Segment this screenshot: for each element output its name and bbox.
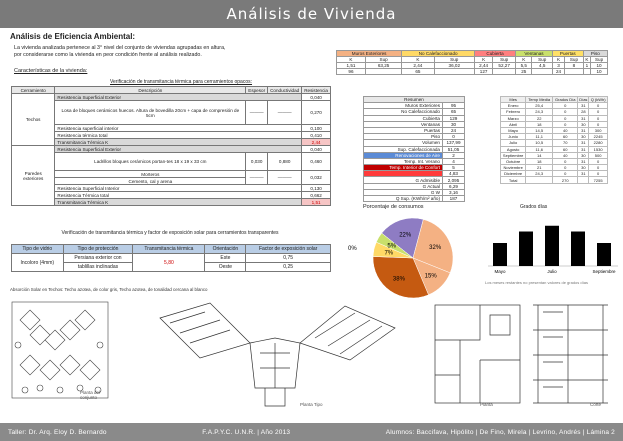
t3-cell: 127 [475,69,493,75]
t2-proteccion-1: Persiana exterior con [63,254,133,263]
pie-caption: Porcentaje de consumos [363,204,424,210]
t3-cell: 24 [552,69,564,75]
pared-rse-label: Resistencia Superficial Exterior [55,146,302,153]
t4-value: 187 [443,196,465,202]
footer-right: Alumnos: Baccifava, Hipólito | De Fino, Mirela | Levrino, Andrés | Lámina 2 [385,428,615,436]
t4-label: Temp. Interior de Confort [364,165,443,171]
t5-cell: 24,3 [526,109,553,115]
t4-row [364,196,465,202]
t5-cell: Abril [501,121,526,127]
t5-header: Días [579,97,588,103]
opaque-enclosure-table [11,86,331,206]
t5-cell: 40 [553,127,578,133]
t5-cell: Noviembre [501,165,526,171]
t4-value: 5 [443,165,465,171]
t3-header: Piso [583,51,607,57]
t5-cell: 28 [578,109,589,115]
t5-header: Grados Día [553,97,578,103]
t3-cell: 1,51 [337,63,366,69]
t2-transmitancia: 5,80 [133,254,205,272]
t3-cell: 3 [552,63,564,69]
t5-cell: 70 [553,140,578,146]
characteristics-label: Características de la vivienda: [14,68,88,74]
t3-cell: 4,5 [532,63,552,69]
pared-k: 1,51 [302,199,331,206]
t4-label: No Calefaccionado [364,109,443,115]
bar-tick-label: Mayo [494,269,506,274]
t4-value: 6,29 [443,183,465,189]
t5-cell: 0 [589,171,608,177]
t2-proteccion-2: tablillas inclinadas [63,263,133,272]
t5-cell: 18 [526,121,553,127]
bar [597,243,611,266]
t4-value: 2 [443,152,465,158]
t4-value: 129 [443,115,465,121]
t2-factor: 0,75 [246,254,331,263]
t4-value: 95 [443,103,465,109]
pared-rse: 0,040 [302,146,331,153]
t5-cell: 21 [526,165,553,171]
bar [493,243,507,266]
bar-caption: Grados días [520,204,548,210]
absorption-note: Absorción Solar en Techos: Techo azotea, de color gris, Techo azotea, de tonalidad cercana al blanco [10,287,208,292]
t3-header: Ventanas [516,51,553,57]
t3-cell: 63,25 [365,63,401,69]
t3-cell [565,69,583,75]
footer-left: Taller: Dr. Arq. Eloy D. Bernardo [8,428,107,436]
t5-header: Temp Media [526,97,553,103]
t5-cell: 7255 [589,177,608,183]
techo-cond: ——— [268,101,302,125]
t5-cell: 18 [526,158,553,164]
table2-caption: Verificación de transmitancia térmica y factor de exposición solar para cerramientos transparentes [61,230,279,236]
techo-k-label: Transmitancia Térmica K [55,139,302,146]
t5-cell: 60 [553,134,578,140]
pared-res2: 0,032 [302,171,331,185]
t3-cell: 2,44 [475,63,493,69]
t5-cell [578,177,589,183]
t5-cell: 0 [553,171,578,177]
t5-cell: Julio [501,140,526,146]
t4-label: G Admisible [364,177,443,183]
t5-cell: 31 [578,158,589,164]
bar-tick-label: Septiembre [592,269,616,274]
t5-cell: 0 [553,165,578,171]
typical-floor-plan-drawing [150,298,400,410]
t5-cell: 30 [578,134,589,140]
t3-cell: 25 [516,69,532,75]
techo-k: 2,44 [302,139,331,146]
pie-label: 7% [384,250,394,257]
t3-cell: Sup [365,57,401,63]
t1-header: Descripción [55,87,246,94]
t4-label: Cubierta [364,115,443,121]
t3-cell: 8 [565,63,583,69]
consumption-components-table [336,50,608,75]
transparent-enclosure-table [11,244,331,272]
t4-label: Q Sup. (KWh/m² año) [364,196,443,202]
section-drawing [528,300,613,408]
techo-esp: ——— [246,101,268,125]
t4-label: G W [364,189,443,195]
plan-label: Planta del conjunto [80,390,101,400]
t3-cell: Sup [565,57,583,63]
t5-cell: 31 [578,115,589,121]
t3-cell: 96 [337,69,366,75]
techo-desc: Losa de bloques cerámicos huecos. Altura de bovedilla 20cm + capa de compresión de 5cm [55,101,246,125]
t5-cell: 40 [553,152,578,158]
t2-vidrio: Incoloro (4mm) [12,254,64,272]
t3-cell: Sup [434,57,475,63]
t3-cell [493,69,516,75]
t4-value: 4,83 [443,171,465,177]
t3-cell: K [583,57,590,63]
t5-cell: Septiembre [501,152,526,158]
intro-line-2: por considerarse como la vivienda en peor condición frente al análisis realizado. [14,52,202,59]
t5-cell: 60 [553,146,578,152]
t3-cell: 2,44 [402,63,434,69]
t5-cell: 0 [553,158,578,164]
t4-label: Renovaciones de Aire [364,152,443,158]
monthly-degree-days-table [500,96,608,184]
t5-cell: 0 [589,158,608,164]
t5-header: Q (kWh) [590,97,606,103]
bar [571,232,585,267]
t3-cell: Sup [532,57,552,63]
techo-name: Techos [12,94,55,146]
techo-mid: 0,270 [302,101,331,125]
bar-note: Los meses restantes no presentan valores de grados días [485,280,588,285]
t3-cell: K [516,57,532,63]
t4-title: Resumen [364,97,465,103]
t2-header: Tipo de protección [63,245,133,254]
t3-cell: 10 [591,63,608,69]
page-title: Análisis de Vivienda [226,5,397,23]
t1-header: Conductividad [268,87,302,94]
summary-table [363,96,465,202]
t5-cell: 25,4 [526,103,553,109]
t3-header: Cubierta [475,51,516,57]
t5-cell: 0 [553,115,578,121]
pared-esp2: ——— [246,171,268,185]
t4-value: 24 [443,127,465,133]
t3-cell [532,69,552,75]
t2-header: Transmitancia térmica [133,245,205,254]
t2-orientacion: Oeste [205,263,246,272]
t5-cell: 0 [553,121,578,127]
t4-label: G Actual [364,183,443,189]
degree-days-bar-chart [478,212,618,278]
intro-line-1: La vivienda analizada pertenece al 3° nivel del conjunto de viviendas agrupadas en altura, [14,45,226,51]
unit-plan-drawing [430,300,525,408]
t4-value: 0 [443,134,465,140]
plan-label: Planta [480,402,493,407]
pared-rsi: 0,130 [302,185,331,192]
t5-cell: Mayo [501,127,526,133]
t4-value: 65 [443,109,465,115]
t4-value: 4 [443,158,465,164]
t5-cell: 11,6 [526,146,553,152]
t5-cell: Junio [501,134,526,140]
t3-header: Puertas [552,51,583,57]
t3-cell: Sup [493,57,516,63]
pared-k-label: Transmitancia Térmica K [55,199,302,206]
t5-cell: 0 [589,103,608,109]
t2-orientacion: Este [205,254,246,263]
pared-desc1: Ladrillos bloques cerámicos portan-tes 18 x 19 x 33 cm [55,153,246,171]
pie-label: 5% [387,243,397,250]
t4-label: Puertas [364,127,443,133]
t5-cell: 0 [589,109,608,115]
t4-label: Muros Exteriores [364,103,443,109]
consumption-pie-chart [338,212,468,302]
pared-rt-label: Resistencia Térmica total [55,192,302,199]
t5-cell: 11,1 [526,134,553,140]
t5-cell: 31 [578,127,589,133]
t5-cell: Enero [501,103,526,109]
t5-cell: Diciembre [501,171,526,177]
t5-cell: 30 [578,121,589,127]
t5-cell: 24,3 [526,171,553,177]
table1-caption: Verificación de transmitancia térmica para cerramientos opacos: [110,79,253,85]
t5-cell: 31 [578,140,589,146]
t3-cell [365,69,401,75]
t3-cell: K [337,57,366,63]
t5-cell: 31 [578,171,589,177]
t5-cell: 31 [578,103,589,109]
techo-rse-label: Resistencia Superficial Exterior [55,94,302,101]
t5-header: Mes [501,97,526,103]
techo-rsi: 0,100 [302,125,331,132]
title-banner [0,0,623,28]
t5-cell: 22 [526,115,553,121]
t5-cell: 30 [578,152,589,158]
t5-cell: 0 [589,165,608,171]
t5-cell: 0 [589,115,608,121]
t3-cell: 36,02 [434,63,475,69]
t3-cell: Sup [591,57,608,63]
bar [519,232,533,267]
t4-value: 3,16 [443,189,465,195]
t3-header: Muros Exteriores [337,51,402,57]
bar [545,226,559,266]
pie-label: 38% [392,276,405,283]
t5-cell: 31 [578,146,589,152]
pie-label: 22% [399,232,412,239]
t5-cell [526,177,553,183]
t3-cell [434,69,475,75]
t2-factor: 0,25 [246,263,331,272]
t2-header: Factor de exposición solar [246,245,331,254]
pared-res1: 0,460 [302,153,331,171]
t3-header: No Calefaccionado [402,51,475,57]
pie-label: 15% [424,273,437,280]
t5-cell: 0 [589,121,608,127]
t4-label: Sup. Calefaccionada [364,146,443,152]
t1-header: Resistencia [302,87,331,94]
pared-cond1: 0,880 [268,153,302,171]
t3-cell: K [402,57,434,63]
t3-cell: 52,27 [493,63,516,69]
section-title: Análisis de Eficiencia Ambiental: [10,32,136,41]
t1-header: Espesor [246,87,268,94]
pared-name: Paredes exteriores [12,146,55,206]
pared-desc3: Cemento, cal y arena [55,178,246,185]
t5-cell: 270 [553,177,578,183]
t4-value: 137,99 [443,140,465,146]
t3-cell: 5,5 [516,63,532,69]
t3-cell: K [552,57,564,63]
t5-cell: Total [501,177,526,183]
t3-cell [583,69,590,75]
pared-rt: 0,662 [302,192,331,199]
t5-cell: Marzo [501,115,526,121]
t3-cell: 1 [583,63,590,69]
plan-label: Planta Tipo [300,402,323,407]
t5-cell: 14,5 [526,127,553,133]
t4-value: 30 [443,121,465,127]
t5-cell: 2245 [589,134,608,140]
techo-rt: 0,410 [302,132,331,139]
t5-cell: Febrero [501,109,526,115]
footer-mid: F.A.P.Y.C. U.N.R. | Año 2013 [202,428,291,436]
techo-rt-label: Resistencia térmica total [55,132,302,139]
bar-tick-label: Julio [547,269,557,274]
t5-cell: 300 [589,127,608,133]
t4-label: Ventanas [364,121,443,127]
pared-cond2: ——— [268,171,302,185]
t5-cell: 2280 [589,140,608,146]
plan-label: Corte [590,402,602,407]
t5-cell: 1530 [589,146,608,152]
intro-text [14,45,334,59]
t5-cell: 0 [553,103,578,109]
t5-cell: 10,5 [526,140,553,146]
t1-header: Cerramiento [12,87,55,94]
t4-value: 51,05 [443,146,465,152]
t2-header: Tipo de vidrio [12,245,64,254]
t3-cell: 65 [402,69,434,75]
footer-bar [0,423,623,441]
t4-label: Temp. Int. Verano [364,158,443,164]
pared-rsi-label: Resistencia Superficial Interior [55,185,302,192]
t3-cell: K [475,57,493,63]
t5-cell: 14 [526,152,553,158]
t3-cell: 10 [591,69,608,75]
t5-cell: 0 [553,109,578,115]
pie-label: 32% [429,244,442,251]
t5-cell: Octubre [501,158,526,164]
t4-label: Volumen [364,140,443,146]
t5-cell: 30 [578,165,589,171]
techo-rsi-label: Resistencia superficial interior [55,125,302,132]
pared-desc2: Morteros [55,171,246,178]
techo-rse: 0,040 [302,94,331,101]
t2-header: Orientación [205,245,246,254]
pie-zero-label: 0% [348,246,357,252]
pared-esp1: 0,030 [246,153,268,171]
t5-cell: 500 [589,152,608,158]
t5-row [501,177,608,183]
t5-cell: Agosto [501,146,526,152]
t4-label: Piso [364,134,443,140]
t4-value: 2,095 [443,177,465,183]
